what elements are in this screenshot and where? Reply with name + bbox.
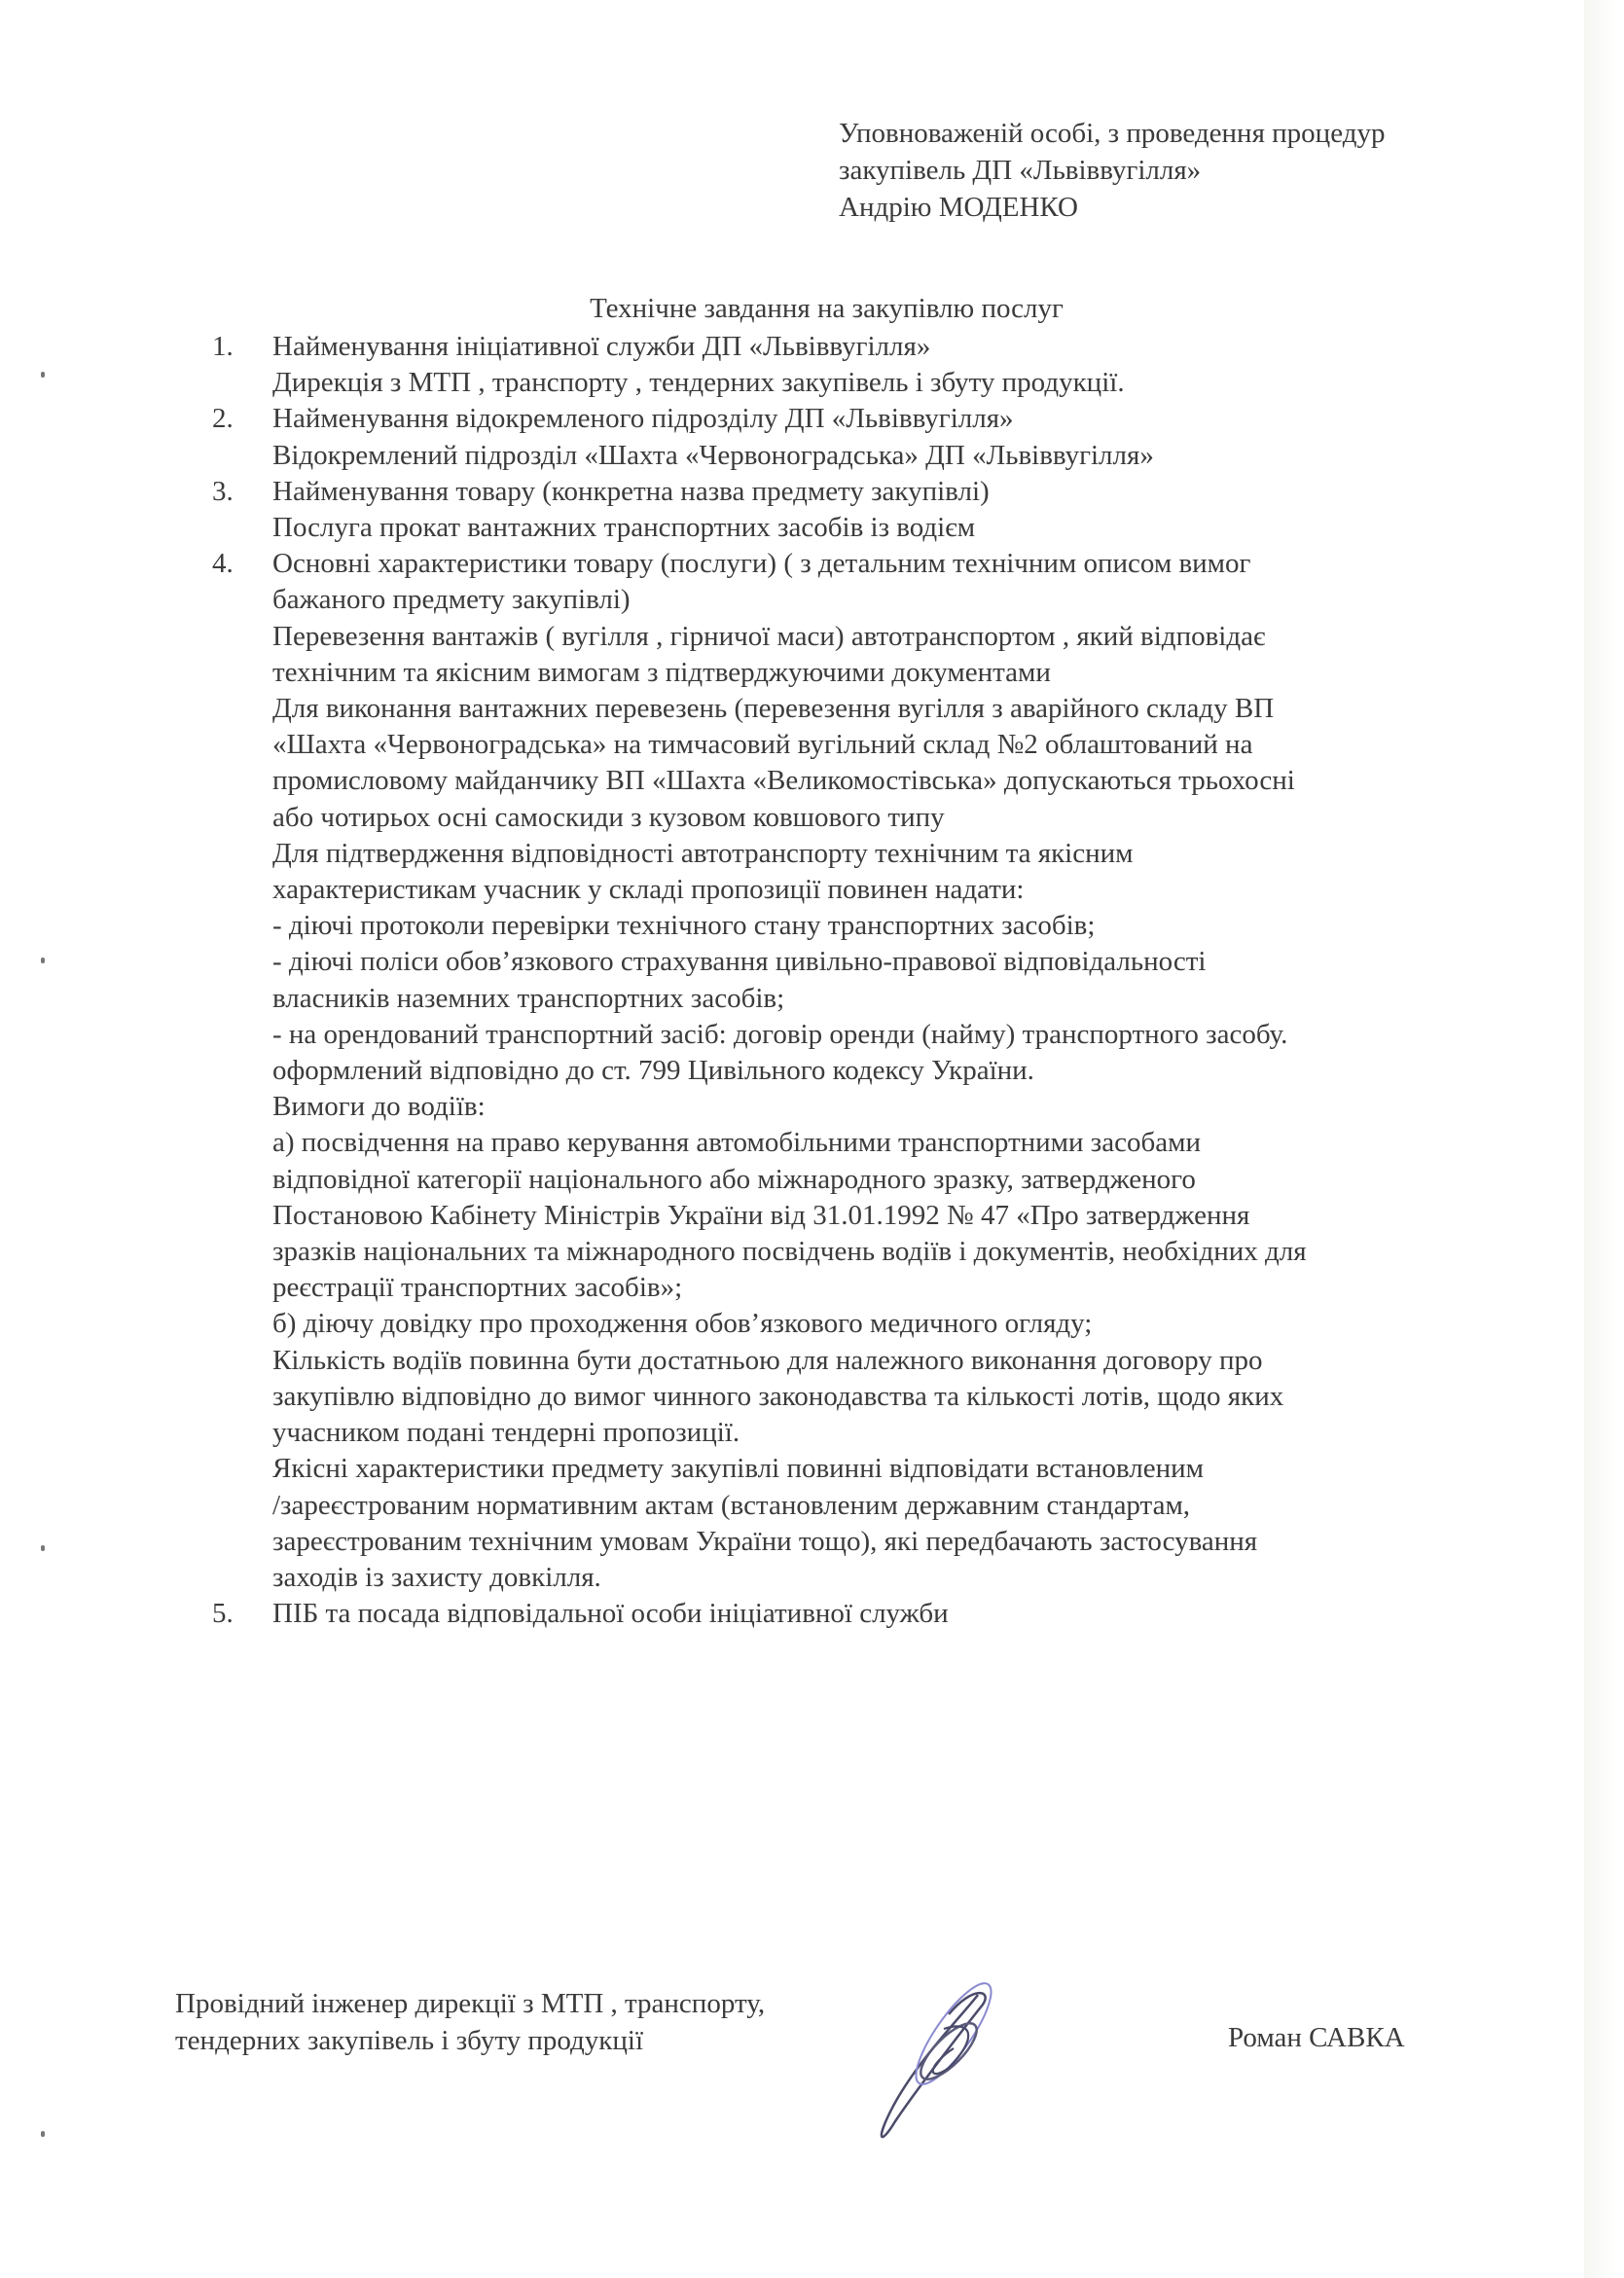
signatory-position-line: тендерних закупівель і збуту продукції	[175, 2025, 644, 2056]
section-line: Постановою Кабінету Міністрів України від 31.01.1992 № 47 «Про затвердження	[272, 1199, 1250, 1231]
section-line: Якісні характеристики предмету закупівлі повинні відповідати встановленим	[272, 1453, 1204, 1485]
scan-punch-mark	[41, 1545, 45, 1551]
section-line: /зареєстрованим нормативним актам (встановленим державним стандартам,	[272, 1489, 1191, 1521]
section-line: Послуга прокат вантажних транспортних засобів із водієм	[272, 512, 976, 544]
section-number: 3.	[212, 475, 234, 507]
section-line: - на орендований транспортний засіб: договір оренди (найму) транспортного засобу.	[272, 1018, 1288, 1050]
section-heading	[212, 401, 1307, 437]
section-heading-text: Найменування ініціативної служби ДП «Львіввугілля»	[272, 331, 931, 362]
signatory-name: Роман САВКА	[1228, 2022, 1405, 2053]
section-line: - діючі протоколи перевірки технічного стану транспортних засобів;	[272, 910, 1096, 942]
section-line: Перевезення вантажів ( вугілля , гірничої маси) автотранспортом , який відповідає	[272, 620, 1266, 652]
section-heading-text: Найменування відокремленого підрозділу ДП «Львіввугілля»	[272, 403, 1014, 435]
section-heading	[212, 1596, 1307, 1632]
section-line: або чотирьох осні самоскиди з кузовом ковшового типу	[272, 801, 945, 833]
section-number: 2.	[212, 403, 234, 435]
signatory-position	[175, 1985, 765, 2059]
scan-punch-mark	[41, 2131, 45, 2137]
section-line: власників наземних транспортних засобів;	[272, 982, 785, 1014]
section-line: Для виконання вантажних перевезень (перевезення вугілля з аварійного складу ВП	[272, 693, 1275, 725]
section-line: Кількість водіїв повинна бути достатньою для належного виконання договору про	[272, 1344, 1263, 1376]
section-line: Для підтвердження відповідності автотранспорту технічним та якісним	[272, 837, 1134, 869]
section-heading-text: Найменування товару (конкретна назва предмету закупівлі)	[272, 475, 990, 507]
addressee-block	[839, 115, 1385, 226]
addressee-line: Уповноваженій особі, з проведення процедур	[839, 118, 1386, 149]
section-line: закупівлю відповідно до вимог чинного законодавства та кількості лотів, щодо яких	[272, 1380, 1284, 1412]
addressee-line: Андрію МОДЕНКО	[839, 192, 1078, 223]
section-line: бажаного предмету закупівлі)	[272, 584, 631, 616]
signature-icon	[856, 1975, 1070, 2155]
section-heading	[212, 474, 1307, 510]
section-line: характеристикам учасник у складі пропозиції повинен надати:	[272, 874, 1025, 906]
section-line: «Шахта «Червоноградська» на тимчасовий вугільний склад №2 облаштований на	[272, 729, 1253, 761]
section-line: Дирекція з МТП , транспорту , тендерних закупівель і збуту продукції.	[272, 367, 1125, 399]
document-body	[212, 329, 1307, 1632]
scan-punch-mark	[41, 958, 45, 963]
section-number: 4.	[212, 548, 234, 580]
section-line: промисловому майданчику ВП «Шахта «Великомостівська» допускаються трьохосні	[272, 765, 1295, 797]
section-number: 5.	[212, 1598, 234, 1630]
section-line: а) посвідчення на право керування автомобільними транспортними засобами	[272, 1127, 1201, 1159]
section-line: - діючі поліси обов’язкового страхування цивільно-правової відповідальності	[272, 946, 1207, 978]
scan-page-edge	[1584, 0, 1615, 2278]
section-line: оформлений відповідно до ст. 799 Цивільного кодексу України.	[272, 1055, 1034, 1087]
section-heading	[212, 329, 1307, 365]
section-heading	[212, 546, 1307, 582]
section-line: технічним та якісним вимогам з підтверджуючими документами	[272, 656, 1051, 688]
section-line: реєстрації транспортних засобів»;	[272, 1272, 683, 1304]
section-line: заходів із захисту довкілля.	[272, 1561, 601, 1593]
signatory-position-line: Провідний інженер дирекції з МТП , транспорту,	[175, 1988, 766, 2019]
section-line: зареєстрованим технічним умовам України тощо), які передбачають застосування	[272, 1525, 1258, 1557]
section-number: 1.	[212, 331, 234, 362]
section-line: Вимоги до водіїв:	[272, 1091, 486, 1123]
section-line: зразків національних та міжнародного посвідчень водіїв і документів, необхідних для	[272, 1236, 1307, 1268]
document-title: Технічне завдання на закупівлю послуг	[590, 293, 1064, 324]
scan-punch-mark	[41, 372, 45, 378]
section-heading-text: Основні характеристики товару (послуги) ( з детальним технічним описом вимог	[272, 548, 1251, 580]
section-line: б) діючу довідку про проходження обов’язкового медичного огляду;	[272, 1308, 1093, 1340]
section-line: Відокремлений підрозділ «Шахта «Червоноградська» ДП «Львіввугілля»	[272, 439, 1154, 471]
section-heading-text: ПІБ та посада відповідальної особи ініціативної служби	[272, 1598, 949, 1630]
section-line: відповідної категорії національного або міжнародного зразку, затвердженого	[272, 1163, 1196, 1195]
addressee-line: закупівель ДП «Львіввугілля»	[839, 155, 1202, 186]
section-line: учасником подані тендерні пропозиції.	[272, 1417, 740, 1449]
